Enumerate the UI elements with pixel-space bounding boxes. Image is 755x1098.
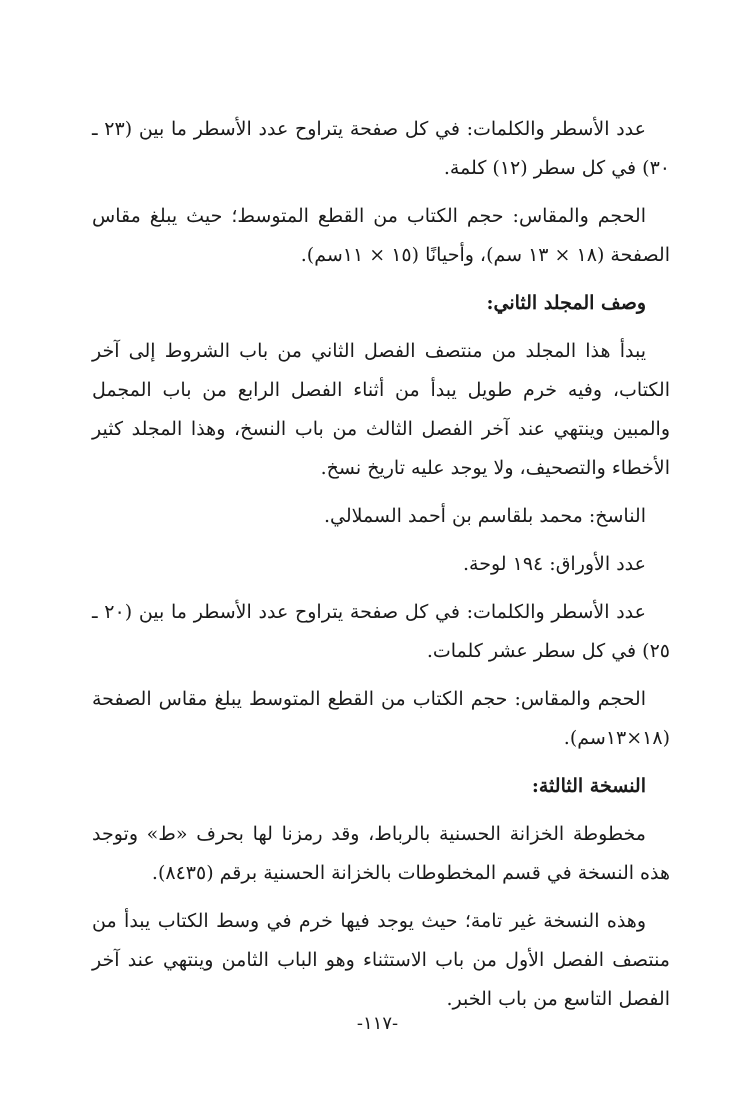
paragraph-lines-and-words-vol1: عدد الأسطر والكلمات: في كل صفحة يتراوح عدد الأسطر ما بين (٢٣ ـ ٣٠) في كل سطر (١٢) كلمة.	[92, 118, 670, 179]
paragraph-size-and-dimensions-vol1: الحجم والمقاس: حجم الكتاب من القطع المتوسط؛ حيث يبلغ مقاس الصفحة (١٨ × ١٣ سم)، وأحيانًا (١٥ × ١١سم).	[92, 205, 670, 266]
paragraph-folio-count: عدد الأوراق: ١٩٤ لوحة.	[463, 553, 646, 575]
heading-second-volume-description: وصف المجلد الثاني:	[486, 292, 646, 314]
paragraph-copyist: الناسخ: محمد بلقاسم بن أحمد السملالي.	[323, 505, 646, 527]
page-number: -١١٧-	[356, 1013, 399, 1034]
heading-third-copy: النسخة الثالثة:	[531, 775, 646, 797]
paragraph-third-copy-condition: وهذه النسخة غير تامة؛ حيث يوجد فيها خرم في وسط الكتاب يبدأ من منتصف الفصل الأول من باب الاستثناء وهو الباب الثامن وينتهي عند آخر الفصل التاسع من باب الخبر.	[92, 910, 670, 1010]
paragraph-third-copy-source: مخطوطة الخزانة الحسنية بالرباط، وقد رمزنا لها بحرف «ط» وتوجد هذه النسخة في قسم المخطوطات بالخزانة الحسنية برقم (٨٤٣٥).	[92, 823, 670, 884]
paragraph-second-volume-contents: يبدأ هذا المجلد من منتصف الفصل الثاني من باب الشروط إلى آخر الكتاب، وفيه خرم طويل يبدأ من أثناء الفصل الرابع من باب المجمل والمبين وينتهي عند آخر الفصل الثالث من باب النسخ، وهذا المجلد كثير الأخطاء والتصحيف، ولا يوجد عليه تاريخ نسخ.	[92, 340, 670, 479]
page-body	[92, 110, 670, 1028]
paragraph-lines-and-words-vol2: عدد الأسطر والكلمات: في كل صفحة يتراوح عدد الأسطر ما بين (٢٠ ـ ٢٥) في كل سطر عشر كلمات.	[92, 601, 670, 662]
paragraph-size-and-dimensions-vol2: الحجم والمقاس: حجم الكتاب من القطع المتوسط يبلغ مقاس الصفحة (١٨×١٣سم).	[92, 688, 670, 749]
